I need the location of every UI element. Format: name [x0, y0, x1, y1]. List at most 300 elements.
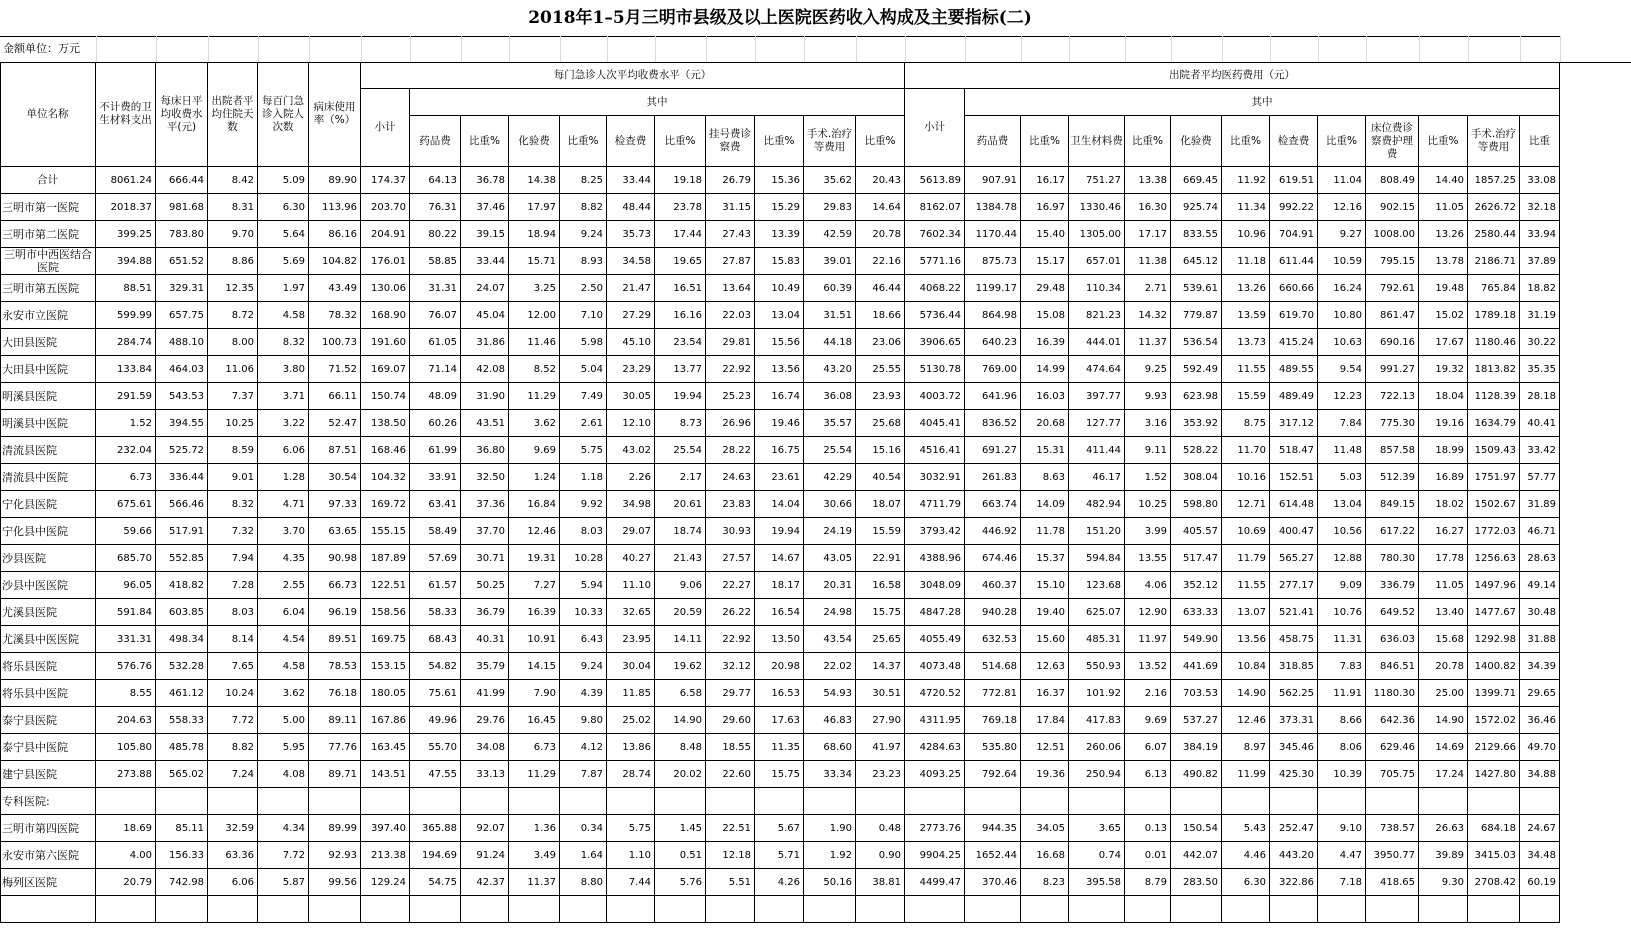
data-cell: 6.73 — [509, 734, 560, 761]
row-name: 梅列区医院 — [0, 869, 96, 896]
data-cell: 5613.89 — [905, 167, 965, 194]
data-cell: 539.61 — [1171, 275, 1222, 302]
data-cell: 37.70 — [461, 518, 509, 545]
data-cell: 1199.17 — [965, 275, 1021, 302]
data-cell: 16.16 — [655, 302, 706, 329]
data-cell: 30.93 — [706, 518, 755, 545]
data-cell: 4.47 — [1318, 842, 1366, 869]
data-cell: 24.19 — [804, 518, 856, 545]
data-cell: 30.48 — [1520, 599, 1560, 626]
data-cell: 156.33 — [156, 842, 208, 869]
data-cell: 23.06 — [856, 329, 905, 356]
data-cell: 318.85 — [1270, 653, 1318, 680]
data-cell: 651.52 — [156, 248, 208, 275]
data-cell: 23.61 — [755, 464, 804, 491]
data-cell: 857.58 — [1366, 437, 1419, 464]
data-cell: 191.60 — [361, 329, 410, 356]
data-cell: 5.67 — [755, 815, 804, 842]
data-cell: 11.48 — [1318, 437, 1366, 464]
data-cell: 71.52 — [309, 356, 361, 383]
data-cell: 8.59 — [208, 437, 258, 464]
data-cell: 8.55 — [96, 680, 156, 707]
data-cell: 20.78 — [1419, 653, 1468, 680]
data-cell: 31.90 — [461, 383, 509, 410]
data-cell: 30.51 — [856, 680, 905, 707]
data-cell: 0.01 — [1125, 842, 1171, 869]
row-name: 宁化县医院 — [0, 491, 96, 518]
data-cell: 44.18 — [804, 329, 856, 356]
data-cell: 633.33 — [1171, 599, 1222, 626]
header-outpatient-subtotal: 小计 — [361, 89, 410, 167]
data-cell: 1857.25 — [1468, 167, 1520, 194]
data-cell: 308.04 — [1171, 464, 1222, 491]
data-cell: 89.99 — [309, 815, 361, 842]
data-cell: 12.10 — [607, 410, 655, 437]
header-outpatient-sub-0: 药品费 — [410, 116, 461, 167]
data-cell: 1384.78 — [965, 194, 1021, 221]
empty-cell — [607, 788, 655, 815]
data-cell: 16.30 — [1125, 194, 1171, 221]
data-cell: 808.49 — [1366, 167, 1419, 194]
row-name: 泰宁县医院 — [0, 707, 96, 734]
data-cell: 365.88 — [410, 815, 461, 842]
data-cell: 25.65 — [856, 626, 905, 653]
data-cell: 80.22 — [410, 221, 461, 248]
data-cell: 33.34 — [804, 761, 856, 788]
data-cell: 36.08 — [804, 383, 856, 410]
data-cell: 46.71 — [1520, 518, 1560, 545]
data-cell: 792.61 — [1366, 275, 1419, 302]
data-cell: 603.85 — [156, 599, 208, 626]
data-cell: 40.54 — [856, 464, 905, 491]
data-cell: 77.76 — [309, 734, 361, 761]
data-cell: 23.29 — [607, 356, 655, 383]
data-cell: 153.15 — [361, 653, 410, 680]
data-cell: 16.39 — [509, 599, 560, 626]
data-cell: 26.63 — [1419, 815, 1468, 842]
empty-cell — [1419, 896, 1468, 923]
data-cell: 329.31 — [156, 275, 208, 302]
grid-line — [1069, 36, 1070, 62]
data-cell: 3.22 — [258, 410, 309, 437]
data-cell: 4.46 — [1222, 842, 1270, 869]
data-cell: 43.20 — [804, 356, 856, 383]
data-cell: 14.04 — [755, 491, 804, 518]
data-cell: 4055.49 — [905, 626, 965, 653]
data-cell: 16.37 — [1021, 680, 1069, 707]
empty-cell — [208, 788, 258, 815]
data-cell: 48.09 — [410, 383, 461, 410]
data-cell: 370.46 — [965, 869, 1021, 896]
data-cell: 54.93 — [804, 680, 856, 707]
header-outpatient-sub-2: 化验费 — [509, 116, 560, 167]
data-cell: 8.00 — [208, 329, 258, 356]
data-cell: 61.99 — [410, 437, 461, 464]
data-cell: 821.23 — [1069, 302, 1125, 329]
data-cell: 47.55 — [410, 761, 461, 788]
header-outpatient-group: 每门急诊人次平均收费水平（元） — [361, 62, 905, 89]
data-cell: 617.22 — [1366, 518, 1419, 545]
data-cell: 690.16 — [1366, 329, 1419, 356]
data-cell: 663.74 — [965, 491, 1021, 518]
data-cell: 861.47 — [1366, 302, 1419, 329]
data-cell: 57.77 — [1520, 464, 1560, 491]
data-cell: 15.75 — [755, 761, 804, 788]
data-cell: 43.51 — [461, 410, 509, 437]
data-cell: 1813.82 — [1468, 356, 1520, 383]
data-cell: 20.02 — [655, 761, 706, 788]
data-cell: 4720.52 — [905, 680, 965, 707]
data-cell: 11.10 — [607, 572, 655, 599]
data-cell: 14.90 — [1419, 707, 1468, 734]
data-cell: 14.38 — [509, 167, 560, 194]
data-cell: 8.32 — [258, 329, 309, 356]
data-cell: 11.34 — [1222, 194, 1270, 221]
data-cell: 2773.76 — [905, 815, 965, 842]
data-cell: 232.04 — [96, 437, 156, 464]
data-cell: 277.17 — [1270, 572, 1318, 599]
data-cell: 19.40 — [1021, 599, 1069, 626]
data-cell: 10.25 — [1125, 491, 1171, 518]
data-cell: 1502.67 — [1468, 491, 1520, 518]
data-cell: 2.61 — [560, 410, 607, 437]
data-cell: 4.35 — [258, 545, 309, 572]
data-cell: 158.56 — [361, 599, 410, 626]
data-cell: 489.49 — [1270, 383, 1318, 410]
data-cell: 18.02 — [1419, 491, 1468, 518]
data-cell: 660.66 — [1270, 275, 1318, 302]
data-cell: 15.40 — [1021, 221, 1069, 248]
header-inpatient-sub-9: 比重% — [1419, 116, 1468, 167]
data-cell: 11.55 — [1222, 572, 1270, 599]
data-cell: 13.40 — [1419, 599, 1468, 626]
data-cell: 20.79 — [96, 869, 156, 896]
data-cell: 1789.18 — [1468, 302, 1520, 329]
data-cell: 795.15 — [1366, 248, 1419, 275]
data-cell: 8.93 — [560, 248, 607, 275]
header-inpatient-group: 出院者平均医药费用（元） — [905, 62, 1560, 89]
data-cell: 104.82 — [309, 248, 361, 275]
data-cell: 15.60 — [1021, 626, 1069, 653]
data-cell: 40.31 — [461, 626, 509, 653]
header-inpatient-sub-6: 检查费 — [1270, 116, 1318, 167]
data-cell: 15.83 — [755, 248, 804, 275]
data-cell: 18.07 — [856, 491, 905, 518]
data-cell: 29.83 — [804, 194, 856, 221]
header-outpatient-sub-6: 挂号费诊察费 — [706, 116, 755, 167]
data-cell: 705.75 — [1366, 761, 1419, 788]
data-cell: 7.87 — [560, 761, 607, 788]
header-outpatient-sub-9: 比重% — [856, 116, 905, 167]
data-cell: 61.05 — [410, 329, 461, 356]
data-cell: 345.46 — [1270, 734, 1318, 761]
empty-cell — [804, 788, 856, 815]
data-cell: 48.44 — [607, 194, 655, 221]
data-cell: 31.51 — [804, 302, 856, 329]
data-cell: 31.31 — [410, 275, 461, 302]
data-cell: 10.69 — [1222, 518, 1270, 545]
data-cell: 317.12 — [1270, 410, 1318, 437]
data-cell: 29.60 — [706, 707, 755, 734]
data-cell: 7.27 — [509, 572, 560, 599]
data-cell: 2.26 — [607, 464, 655, 491]
data-cell: 902.15 — [1366, 194, 1419, 221]
data-cell: 657.01 — [1069, 248, 1125, 275]
data-cell: 31.89 — [1520, 491, 1560, 518]
data-cell: 12.00 — [509, 302, 560, 329]
data-cell: 92.07 — [461, 815, 509, 842]
data-cell: 19.65 — [655, 248, 706, 275]
data-cell: 411.44 — [1069, 437, 1125, 464]
data-cell: 20.31 — [804, 572, 856, 599]
data-cell: 122.51 — [361, 572, 410, 599]
data-cell: 8.63 — [1021, 464, 1069, 491]
data-cell: 12.46 — [509, 518, 560, 545]
data-cell: 25.54 — [655, 437, 706, 464]
data-cell: 417.83 — [1069, 707, 1125, 734]
data-cell: 19.36 — [1021, 761, 1069, 788]
row-name: 三明市第四医院 — [0, 815, 96, 842]
data-cell: 9.54 — [1318, 356, 1366, 383]
data-cell: 66.11 — [309, 383, 361, 410]
data-cell: 17.97 — [509, 194, 560, 221]
data-cell: 16.53 — [755, 680, 804, 707]
data-cell: 0.90 — [856, 842, 905, 869]
data-cell: 35.57 — [804, 410, 856, 437]
data-cell: 12.46 — [1222, 707, 1270, 734]
data-cell: 13.07 — [1222, 599, 1270, 626]
data-cell: 7.44 — [607, 869, 655, 896]
empty-cell — [1270, 788, 1318, 815]
data-cell: 6.73 — [96, 464, 156, 491]
data-cell: 397.40 — [361, 815, 410, 842]
unit-row — [0, 36, 1631, 63]
header-inpatient-sub-5: 比重% — [1222, 116, 1270, 167]
empty-cell — [509, 896, 560, 923]
data-cell: 9.06 — [655, 572, 706, 599]
data-cell: 4.26 — [755, 869, 804, 896]
data-cell: 9904.25 — [905, 842, 965, 869]
data-cell: 27.87 — [706, 248, 755, 275]
data-cell: 49.96 — [410, 707, 461, 734]
data-cell: 16.84 — [509, 491, 560, 518]
data-cell: 9.24 — [560, 653, 607, 680]
data-cell: 33.08 — [1520, 167, 1560, 194]
empty-cell — [1468, 788, 1520, 815]
data-cell: 488.10 — [156, 329, 208, 356]
data-cell: 4068.22 — [905, 275, 965, 302]
data-cell: 336.44 — [156, 464, 208, 491]
data-cell: 7.72 — [208, 707, 258, 734]
grid-line — [258, 36, 259, 62]
data-cell: 8.03 — [208, 599, 258, 626]
empty-cell — [655, 788, 706, 815]
data-cell: 1330.46 — [1069, 194, 1125, 221]
row-name: 明溪县中医院 — [0, 410, 96, 437]
data-cell: 130.06 — [361, 275, 410, 302]
data-cell: 26.79 — [706, 167, 755, 194]
data-cell: 20.98 — [755, 653, 804, 680]
header-inpatient-sub-0: 药品费 — [965, 116, 1021, 167]
data-cell: 558.33 — [156, 707, 208, 734]
data-cell: 17.24 — [1419, 761, 1468, 788]
data-cell: 625.07 — [1069, 599, 1125, 626]
data-cell: 204.63 — [96, 707, 156, 734]
data-cell: 23.54 — [655, 329, 706, 356]
data-cell: 13.26 — [1419, 221, 1468, 248]
empty-cell — [361, 896, 410, 923]
empty-cell — [1270, 896, 1318, 923]
data-cell: 11.18 — [1222, 248, 1270, 275]
data-cell: 5.98 — [560, 329, 607, 356]
data-cell: 21.47 — [607, 275, 655, 302]
data-cell: 0.48 — [856, 815, 905, 842]
data-cell: 13.59 — [1222, 302, 1270, 329]
data-cell: 632.53 — [965, 626, 1021, 653]
data-cell: 1.10 — [607, 842, 655, 869]
data-cell: 194.69 — [410, 842, 461, 869]
data-cell: 461.12 — [156, 680, 208, 707]
data-cell: 14.09 — [1021, 491, 1069, 518]
data-cell: 11.99 — [1222, 761, 1270, 788]
data-cell: 28.18 — [1520, 383, 1560, 410]
grid-line — [509, 36, 510, 62]
grid-line — [560, 36, 561, 62]
data-cell: 32.18 — [1520, 194, 1560, 221]
data-cell: 485.31 — [1069, 626, 1125, 653]
data-cell: 24.67 — [1520, 815, 1560, 842]
data-cell: 5.64 — [258, 221, 309, 248]
data-cell: 535.80 — [965, 734, 1021, 761]
data-cell: 16.58 — [856, 572, 905, 599]
data-cell: 4499.47 — [905, 869, 965, 896]
data-cell: 18.74 — [655, 518, 706, 545]
data-cell: 5736.44 — [905, 302, 965, 329]
data-cell: 20.78 — [856, 221, 905, 248]
data-cell: 14.64 — [856, 194, 905, 221]
data-cell: 24.63 — [706, 464, 755, 491]
data-cell: 7.24 — [208, 761, 258, 788]
data-cell: 85.11 — [156, 815, 208, 842]
data-cell: 13.64 — [706, 275, 755, 302]
data-cell: 2580.44 — [1468, 221, 1520, 248]
data-cell: 180.05 — [361, 680, 410, 707]
data-cell: 12.35 — [208, 275, 258, 302]
data-cell: 512.39 — [1366, 464, 1419, 491]
data-cell: 169.72 — [361, 491, 410, 518]
data-cell: 10.76 — [1318, 599, 1366, 626]
data-cell: 536.54 — [1171, 329, 1222, 356]
data-cell: 23.83 — [706, 491, 755, 518]
data-cell: 657.75 — [156, 302, 208, 329]
header-main-2: 出院者平均住院天数 — [208, 62, 258, 167]
data-cell: 415.24 — [1270, 329, 1318, 356]
grid-line — [804, 36, 805, 62]
data-cell: 76.31 — [410, 194, 461, 221]
empty-cell — [1069, 788, 1125, 815]
data-cell: 33.94 — [1520, 221, 1560, 248]
data-cell: 13.39 — [755, 221, 804, 248]
data-cell: 28.22 — [706, 437, 755, 464]
data-cell: 46.44 — [856, 275, 905, 302]
data-cell: 41.99 — [461, 680, 509, 707]
data-cell: 5.76 — [655, 869, 706, 896]
data-cell: 17.17 — [1125, 221, 1171, 248]
data-cell: 8.82 — [208, 734, 258, 761]
empty-cell — [309, 788, 361, 815]
data-cell: 12.51 — [1021, 734, 1069, 761]
data-cell: 0.74 — [1069, 842, 1125, 869]
data-cell: 33.13 — [461, 761, 509, 788]
data-cell: 25.00 — [1419, 680, 1468, 707]
data-cell: 11.38 — [1125, 248, 1171, 275]
data-cell: 19.32 — [1419, 356, 1468, 383]
data-cell: 26.22 — [706, 599, 755, 626]
data-cell: 13.77 — [655, 356, 706, 383]
data-cell: 17.84 — [1021, 707, 1069, 734]
row-name: 将乐县医院 — [0, 653, 96, 680]
data-cell: 76.07 — [410, 302, 461, 329]
data-cell: 1.36 — [509, 815, 560, 842]
grid-line — [1419, 36, 1420, 62]
empty-cell — [856, 788, 905, 815]
data-cell: 4003.72 — [905, 383, 965, 410]
data-cell: 34.98 — [607, 491, 655, 518]
data-cell: 783.80 — [156, 221, 208, 248]
data-cell: 15.36 — [755, 167, 804, 194]
data-cell: 11.85 — [607, 680, 655, 707]
data-cell: 8.25 — [560, 167, 607, 194]
data-cell: 792.64 — [965, 761, 1021, 788]
data-cell: 22.02 — [804, 653, 856, 680]
data-cell: 5771.16 — [905, 248, 965, 275]
grid-line — [1318, 36, 1319, 62]
data-cell: 4.06 — [1125, 572, 1171, 599]
data-cell: 15.56 — [755, 329, 804, 356]
data-cell: 14.32 — [1125, 302, 1171, 329]
data-cell: 22.16 — [856, 248, 905, 275]
data-cell: 42.59 — [804, 221, 856, 248]
row-name: 合计 — [0, 167, 96, 194]
data-cell: 675.61 — [96, 491, 156, 518]
data-cell: 498.34 — [156, 626, 208, 653]
data-cell: 833.55 — [1171, 221, 1222, 248]
data-cell: 991.27 — [1366, 356, 1419, 383]
data-cell: 60.26 — [410, 410, 461, 437]
data-cell: 518.47 — [1270, 437, 1318, 464]
data-cell: 352.12 — [1171, 572, 1222, 599]
data-cell: 100.73 — [309, 329, 361, 356]
data-cell: 8.80 — [560, 869, 607, 896]
data-cell: 143.51 — [361, 761, 410, 788]
header-inpatient-sub-10: 手术.治疗等费用 — [1468, 116, 1520, 167]
data-cell: 2708.42 — [1468, 869, 1520, 896]
data-cell: 399.25 — [96, 221, 156, 248]
data-cell: 7.10 — [560, 302, 607, 329]
data-cell: 63.65 — [309, 518, 361, 545]
row-name: 宁化县中医院 — [0, 518, 96, 545]
data-cell: 517.91 — [156, 518, 208, 545]
grid-line — [965, 36, 966, 62]
data-cell: 54.75 — [410, 869, 461, 896]
data-cell: 992.22 — [1270, 194, 1318, 221]
data-cell: 129.24 — [361, 869, 410, 896]
data-cell: 940.28 — [965, 599, 1021, 626]
data-cell: 25.23 — [706, 383, 755, 410]
data-cell: 152.51 — [1270, 464, 1318, 491]
data-cell: 13.52 — [1125, 653, 1171, 680]
data-cell: 18.55 — [706, 734, 755, 761]
